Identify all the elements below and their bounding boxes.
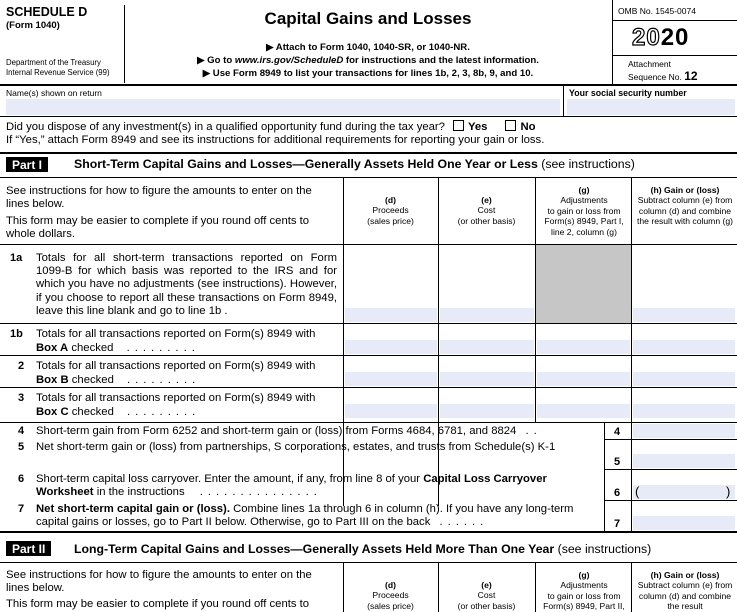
part1-intro-1: See instructions for how to figure the amounts to enter on the lines below. — [6, 185, 312, 211]
dept-line-2: Internal Revenue Service (99) — [6, 68, 110, 77]
instruction-attach: ▶ Attach to Form 1040, 1040-SR, or 1040-NR. — [266, 42, 470, 53]
line-2-col-h[interactable] — [633, 372, 735, 386]
qof-no-checkbox[interactable] — [505, 120, 516, 131]
line-3-text: Totals for all transactions reported on Form(s) 8949 with — [36, 392, 316, 404]
line-1a-text: Totals for all short-term transactions reported on Form 1099-B for which basis was reported to the IRS and for which you have no adjustments (see instructions). However, if you choose to report all these transactions on Form 8949, leave this line blank and go to line 1b . — [36, 252, 337, 317]
line-5-text: Net short-term gain or (loss) from partnerships, S corporations, estates, and trusts from Schedule(s) K-1 — [36, 441, 556, 453]
part1-col-g-header: (g) Adjustments to gain or loss from Form(s) 8949, Part I, line 2, column (g) — [544, 185, 624, 237]
line-3-col-h[interactable] — [633, 404, 735, 418]
line-7-number: 7 — [18, 503, 25, 515]
line-1b-box: Box A checked ......... — [36, 342, 200, 354]
dept-line-1: Department of the Treasury — [6, 58, 101, 67]
name-input[interactable] — [6, 99, 560, 115]
part2-label: Part II — [6, 541, 51, 556]
line-5-box-number: 5 — [613, 456, 621, 468]
line-1b-text: Totals for all transactions reported on Form(s) 8949 with — [36, 328, 316, 340]
line-6-paren-open: ( — [635, 484, 640, 499]
line-1b-number: 1b — [10, 328, 23, 340]
sequence-label: Sequence No. 12 — [628, 69, 698, 83]
line-5-number: 5 — [18, 441, 25, 453]
qof-question: Did you dispose of any investment(s) in a qualified opportunity fund during the tax year? Yes No — [6, 121, 536, 133]
ssn-label: Your social security number — [569, 88, 687, 98]
qof-yes-checkbox[interactable] — [453, 120, 464, 131]
line-4-number: 4 — [18, 425, 25, 437]
line-1a-col-d[interactable] — [345, 308, 437, 322]
part1-title: Short-Term Capital Gains and Losses—Generally Assets Held One Year or Less (see instructions) — [74, 157, 635, 171]
line-1a-col-e[interactable] — [440, 308, 534, 322]
line-1a-number: 1a — [10, 252, 23, 264]
line-6-col-h[interactable] — [633, 485, 735, 499]
part1-col-h-header: (h) Gain or (loss) Subtract column (e) from column (d) and combine the result with column (g) — [637, 185, 733, 227]
part2-col-h-header: (h) Gain or (loss) Subtract column (e) from column (d) and combine the result — [637, 570, 733, 612]
part2-col-g-header: (g) Adjustments to gain or loss from Form(s) 8949, Part II, — [543, 570, 625, 612]
part2-intro-1: See instructions for how to figure the amounts to enter on the lines below. — [6, 569, 312, 595]
line-3-col-d[interactable] — [345, 404, 437, 418]
omb-number: OMB No. 1545-0074 — [618, 6, 696, 16]
part1-label: Part I — [6, 157, 48, 172]
tax-year: 2020 — [632, 24, 690, 51]
line-3-col-g[interactable] — [537, 404, 630, 418]
line-2-col-d[interactable] — [345, 372, 437, 386]
name-label: Name(s) shown on return — [6, 88, 102, 98]
part2-col-d-header: (d) Proceeds (sales price) — [367, 580, 414, 611]
line-7-box-number: 7 — [613, 518, 621, 530]
irs-link[interactable]: www.irs.gov/ScheduleD — [234, 55, 344, 66]
instruction-form8949: ▶ Use Form 8949 to list your transactions for lines 1b, 2, 3, 8b, 9, and 10. — [202, 68, 534, 79]
line-4-col-h[interactable] — [633, 424, 735, 438]
line-6-box-number: 6 — [613, 487, 621, 499]
line-1b-col-g[interactable] — [537, 340, 630, 354]
qof-note: If “Yes,” attach Form 8949 and see its instructions for additional requirements for reporting your gain or loss. — [6, 134, 545, 146]
line-4-box-number: 4 — [613, 426, 621, 438]
attachment-label: Attachment — [628, 59, 671, 69]
line-1b-col-d[interactable] — [345, 340, 437, 354]
part2-intro-2: This form may be easier to complete if you round off cents to — [6, 598, 310, 610]
part2-title: Long-Term Capital Gains and Losses—Generally Assets Held More Than One Year (see instructions) — [74, 542, 652, 556]
line-4-text: Short-term gain from Form 6252 and short-term gain or (loss) from Forms 4684, 6781, and 8824 .. — [36, 425, 542, 437]
line-2-text: Totals for all transactions reported on Form(s) 8949 with — [36, 360, 316, 372]
line-6-paren-close: ) — [726, 484, 731, 499]
line-5-col-h[interactable] — [633, 454, 735, 468]
line-3-number: 3 — [18, 392, 25, 404]
line-1a-col-g-shaded — [536, 245, 631, 323]
line-6-text: Short-term capital loss carryover. Enter the amount, if any, from line 8 of your Capital Loss Carryover Worksheet in the instructions ............... — [36, 473, 547, 499]
form-id: SCHEDULE D — [6, 5, 88, 19]
line-2-box: Box B checked ......... — [36, 374, 201, 386]
line-3-col-e[interactable] — [440, 404, 534, 418]
line-1b-col-h[interactable] — [633, 340, 735, 354]
line-1b-col-e[interactable] — [440, 340, 534, 354]
line-1a-col-h[interactable] — [633, 308, 735, 322]
line-2-col-e[interactable] — [440, 372, 534, 386]
line-3-box: Box C checked ......... — [36, 406, 201, 418]
form-sub: (Form 1040) — [6, 20, 60, 31]
line-7-text: Net short-term capital gain or (loss). Combine lines 1a through 6 in column (h). If you have any long-term capital gains or losses, go to Part II below. Otherwise, go to Part III on the back ...... — [36, 503, 574, 529]
line-2-number: 2 — [18, 360, 25, 372]
part1-col-d-header: (d) Proceeds (sales price) — [367, 195, 414, 226]
form-title: Capital Gains and Losses — [264, 9, 472, 28]
line-6-number: 6 — [18, 473, 25, 485]
instruction-website: ▶ Go to www.irs.gov/ScheduleD for instructions and the latest information. — [197, 55, 539, 66]
line-7-col-h[interactable] — [633, 516, 735, 530]
ssn-input[interactable] — [567, 99, 735, 115]
part2-col-e-header: (e) Cost (or other basis) — [457, 580, 516, 611]
part1-col-e-header: (e) Cost (or other basis) — [457, 195, 516, 226]
line-2-col-g[interactable] — [537, 372, 630, 386]
part1-intro-2: This form may be easier to complete if you round off cents to whole dollars. — [6, 215, 310, 241]
